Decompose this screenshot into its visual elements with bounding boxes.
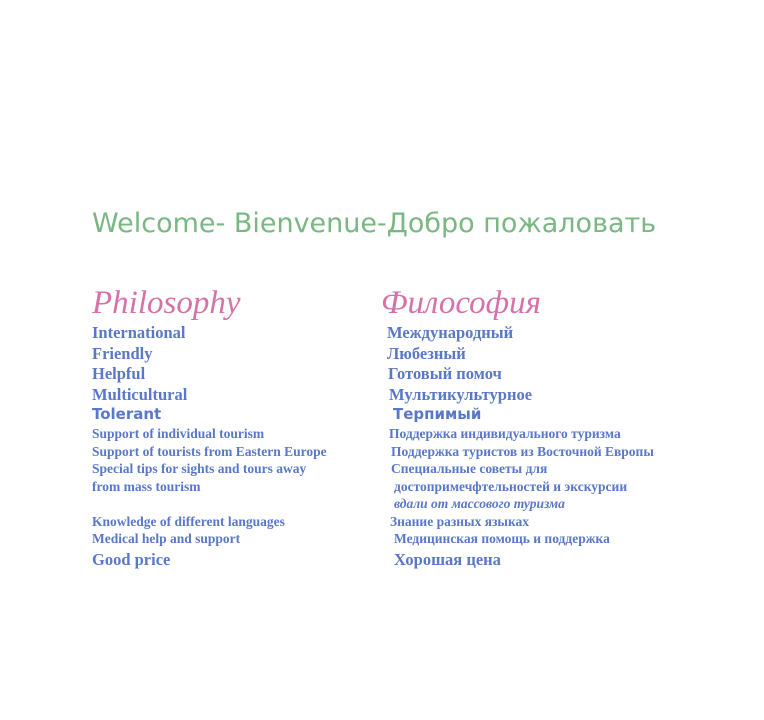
list-item: Support of individual tourism [92,426,265,441]
philosophy-column-english [92,283,327,569]
list-item: International [92,323,186,342]
list-item: Хорошая цена [394,550,501,569]
philosophy-column-russian [381,283,654,569]
list-item: Медицинская помощь и поддержка [394,531,610,546]
list-item: Поддержка индивидуального туризма [389,426,621,441]
list-item: Поддержка туристов из Восточной Европы [391,444,654,459]
list-item: Special tips for sights and tours away [92,461,307,476]
list-item: достопримечфтельностей и экскурсии [394,479,628,494]
list-item: Любезный [387,344,466,363]
list-item: Good price [92,550,171,569]
list-item: Специальные советы для [391,461,548,476]
philosophy-heading-russian: Философия [381,285,541,321]
list-item: Knowledge of different languages [92,514,285,529]
list-item: Helpful [92,364,146,383]
list-item: from mass tourism [92,479,201,494]
list-item: Готовый помоч [388,364,502,383]
list-item: Multicultural [92,385,188,404]
list-item: Международный [387,323,514,342]
list-item: Tolerant [92,405,162,423]
welcome-title: Welcome- Bienvenue-Добро пожаловать [92,208,657,239]
philosophy-heading-english: Philosophy [92,285,241,321]
list-item: вдали от массового туризма [394,496,565,511]
list-item: Friendly [92,344,153,363]
list-item: Знание разных языках [390,514,530,529]
list-item: Мультикультурное [389,385,533,404]
list-item: Medical help and support [92,531,241,546]
list-item: Support of tourists from Eastern Europe [92,444,327,459]
list-item: Терпимый [393,405,482,423]
